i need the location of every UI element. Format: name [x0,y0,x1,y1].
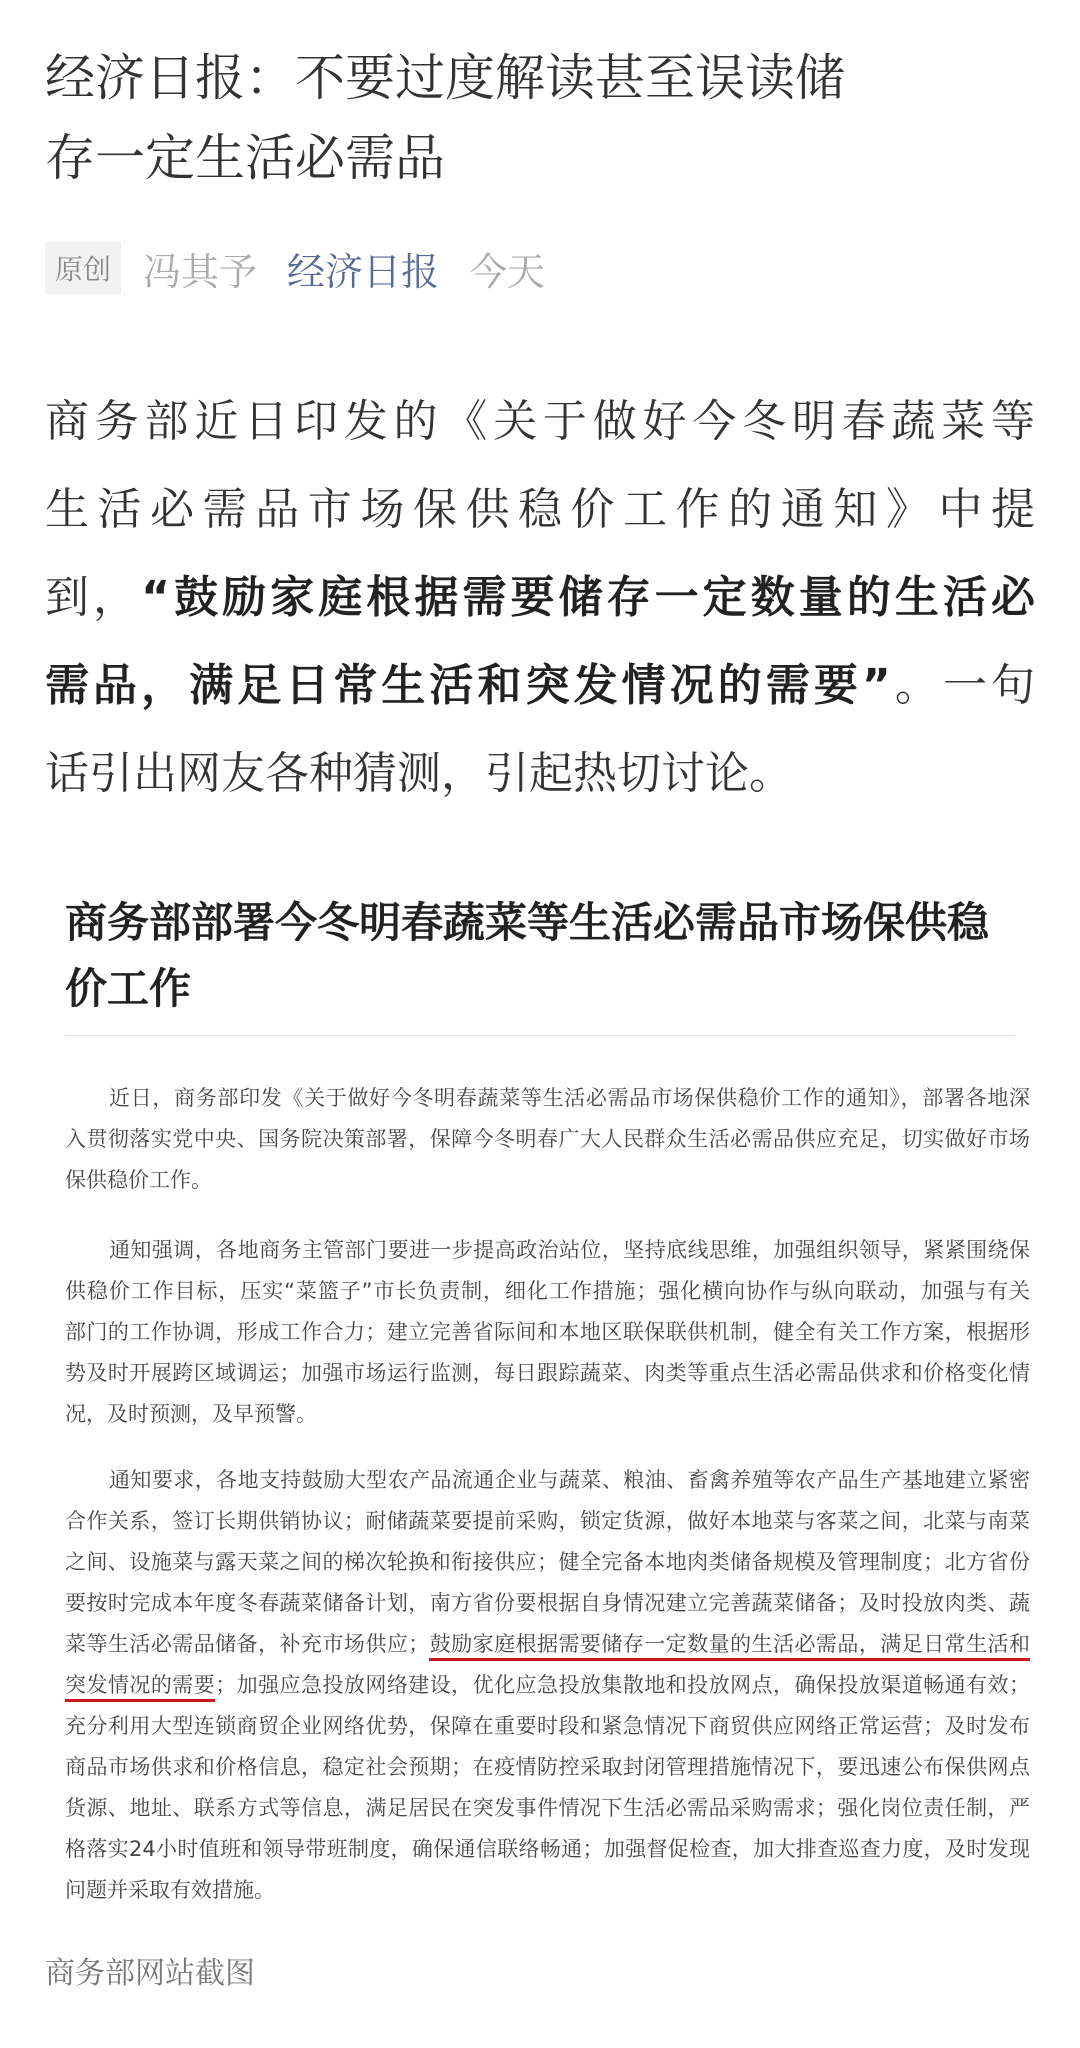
line-text: 菜等生活必需品储备，补充市场供应； [65,1632,430,1656]
line: 部门的工作协调，形成工作合力；建立完善省际间和本地区联保联供机制，健全有关工作方案，根据形 [65,1320,1030,1344]
body-text: 话引出网友各种猜测，引起热切讨论。 [45,748,793,799]
source-account-link[interactable]: 经济日报 [287,249,440,294]
line: 势及时开展跨区域调运；加强市场运行监测，每日跟踪蔬菜、肉类等重点生活必需品供求和价格变化情 [65,1361,1030,1385]
body-line [45,730,1035,818]
line: 充分利用大型连锁商贸企业网络优势，保障在重要时段和紧急情况下商贸供应网络正常运营；及时发布 [65,1714,1030,1738]
image-caption: 商务部网站截图 [45,1956,255,1991]
body-line [45,642,1035,730]
divider [65,1035,1015,1036]
author-name: 冯其予 [143,249,258,294]
title-line: 经济日报：不要过度解读甚至误读储 [45,49,845,107]
article-body [45,378,1035,818]
body-text: 。一句 [890,660,1036,711]
article-title [45,38,1035,198]
body-text: 生活必需品市场保供稳价工作的通知》中提 [45,484,1035,535]
heading-line: 商务部部署今冬明春蔬菜等生活必需品市场保供稳 [65,898,990,947]
embedded-screenshot-image[interactable] [45,870,1035,1930]
screenshot-paragraph-1 [65,1078,1030,1201]
line: 之间、设施菜与露天菜之间的梯次轮换和衔接供应；健全完备本地肉类储备规模及管理制度；北方省份 [65,1550,1030,1574]
line: 货源、地址、联系方式等信息，满足居民在突发事件情况下生活必需品采购需求；强化岗位责任制，严 [65,1796,1030,1820]
publish-time: 今天 [469,249,546,294]
body-line [45,378,1035,466]
line: 要按时完成本年度冬春蔬菜储备计划，南方省份要根据自身情况建立完善蔬菜储备；及时投放肉类、蔬 [65,1591,1030,1615]
body-text: 到， [45,572,142,623]
line: 格落实24小时值班和领导带班制度，确保通信联络畅通；加强督促检查，加大排查巡查力度，及时发现 [65,1837,1030,1861]
line: 问题并采取有效措施。 [65,1878,275,1902]
line: 商品市场供求和价格信息，稳定社会预期；在疫情防控采取封闭管理措施情况下，要迅速公布保供网点 [65,1755,1030,1779]
line [65,1624,1030,1665]
line: 供稳价工作目标，压实“菜篮子”市长负责制，细化工作措施；强化横向协作与纵向联动，加强与有关 [65,1279,1030,1303]
line: 通知要求，各地支持鼓励大型农产品流通企业与蔬菜、粮油、畜禽养殖等农产品生产基地建立紧密 [109,1468,1030,1492]
red-underlined-text: 突发情况的需要 [65,1673,215,1702]
quote-bold: 需品，满足日常生活和突发情况的需要” [45,660,891,711]
body-line [45,554,1035,642]
line: 保供稳价工作。 [65,1168,212,1192]
body-line [45,466,1035,554]
screenshot-paragraph-3 [65,1460,1030,1911]
body-text: 商务部近日印发的《关于做好今冬明春蔬菜等 [45,396,1035,447]
quote-bold: “鼓励家庭根据需要储存一定数量的生活必 [141,572,1035,623]
line: 近日，商务部印发《关于做好今冬明春蔬菜等生活必需品市场保供稳价工作的通知》，部署各地深 [109,1086,1030,1110]
title-line: 存一定生活必需品 [45,129,445,187]
original-badge: 原创 [45,242,121,294]
article-meta [45,240,545,296]
line: 通知强调，各地商务主管部门要进一步提高政治站位，坚持底线思维，加强组织领导，紧紧围绕保 [109,1238,1030,1262]
red-underlined-text: 鼓励家庭根据需要储存一定数量的生活必需品，满足日常生活和 [429,1632,1030,1661]
heading-line: 价工作 [65,964,192,1013]
line: 合作关系，签订长期供销协议；耐储蔬菜要提前采购，锁定货源，做好本地菜与客菜之间，北菜与南菜 [65,1509,1030,1533]
line: 况，及时预测，及早预警。 [65,1402,317,1426]
line-text: ；加强应急投放网络建设，优化应急投放集散地和投放网点，确保投放渠道畅通有效； [215,1673,1031,1697]
line [65,1665,1030,1706]
screenshot-heading [65,890,1025,1022]
screenshot-paragraph-2 [65,1230,1030,1435]
line: 入贯彻落实党中央、国务院决策部署，保障今冬明春广大人民群众生活必需品供应充足，切实做好市场 [65,1127,1030,1151]
